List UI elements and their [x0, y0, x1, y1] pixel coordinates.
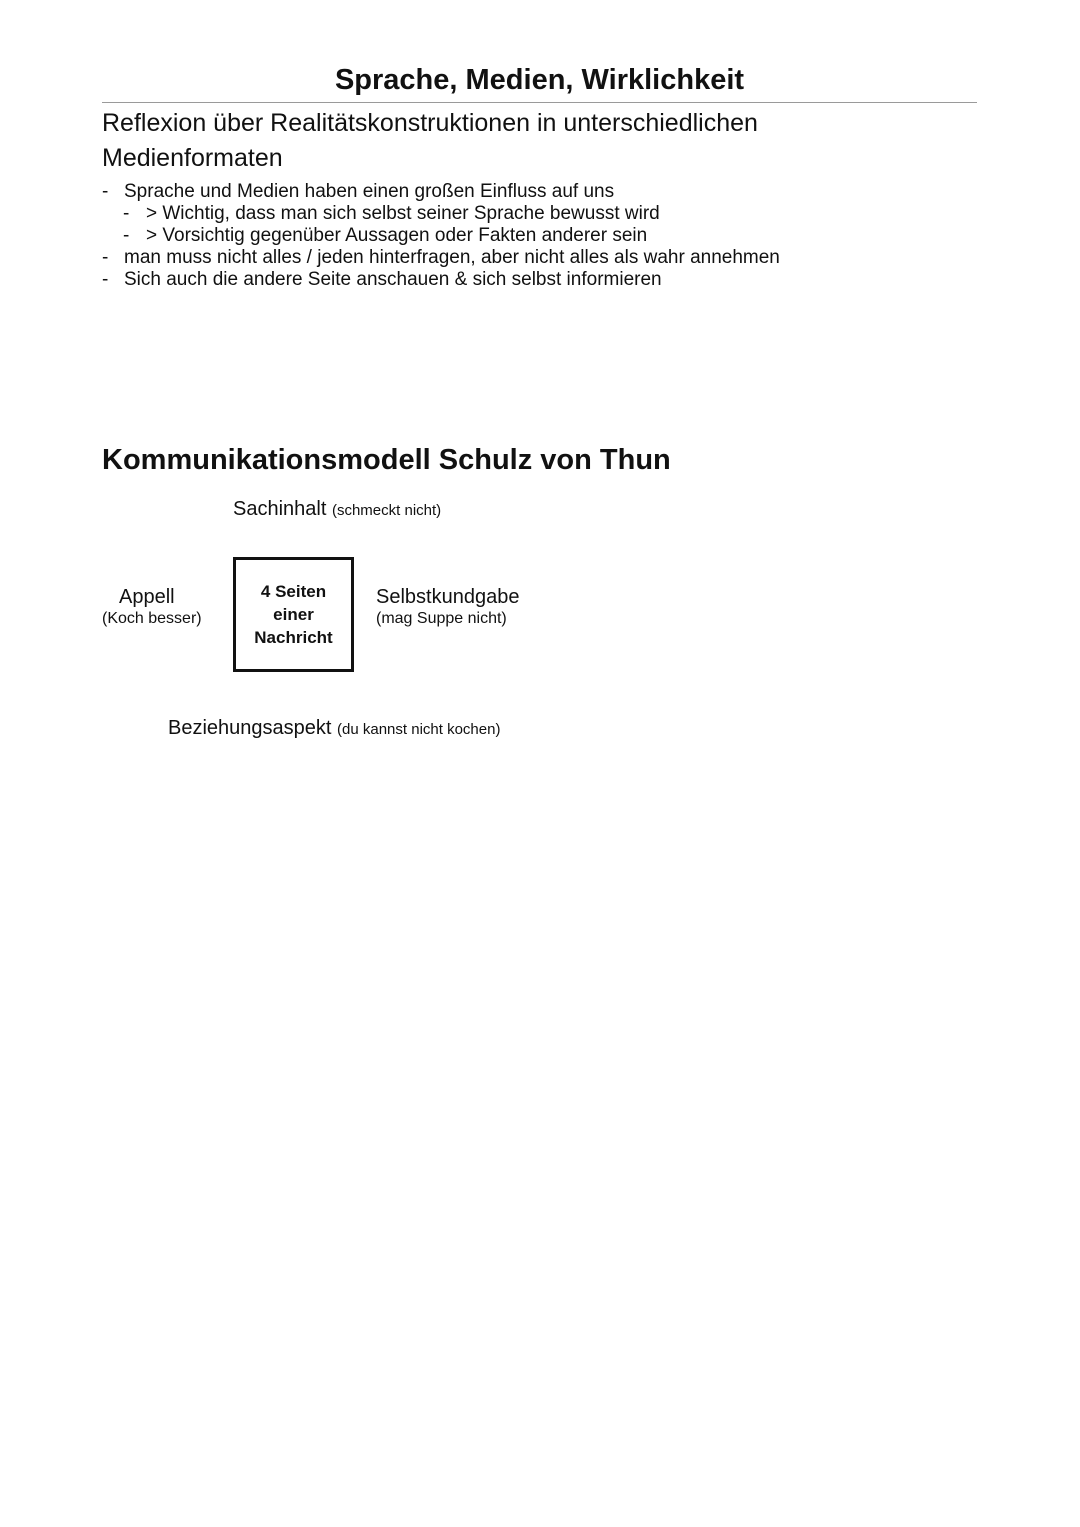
list-item — [102, 203, 982, 225]
list-item — [102, 247, 982, 269]
bullet-dash: - — [102, 269, 109, 290]
sachinhalt-note: (schmeckt nicht) — [331, 502, 442, 519]
page-subtitle: Reflexion über Realitätskonstruktionen in unterschiedlichen Medienformaten — [102, 109, 758, 172]
list-item — [102, 269, 982, 291]
title-divider — [102, 102, 977, 103]
beziehungsaspekt-note: (du kannst nicht kochen) — [337, 721, 501, 738]
selbstkundgabe-note: (mag Suppe nicht) — [376, 610, 507, 627]
selbstkundgabe-label: Selbstkundgabe — [376, 586, 520, 608]
box-line: 4 Seiten — [260, 582, 327, 601]
sachinhalt-label: Sachinhalt — [233, 498, 327, 520]
message-box-text — [254, 580, 332, 649]
diagram-left-label — [102, 585, 202, 629]
section-title: Kommunikationsmodell Schulz von Thun — [102, 444, 671, 476]
box-line: einer — [273, 605, 314, 624]
bullet-dash: - — [123, 203, 130, 224]
diagram-right-label — [376, 585, 519, 629]
bullet-dash: - — [102, 181, 109, 202]
beziehungsaspekt-label: Beziehungsaspekt — [168, 717, 332, 739]
appell-label: Appell — [119, 586, 175, 608]
message-box — [233, 557, 354, 672]
list-item — [102, 181, 982, 203]
bullet-list — [102, 181, 982, 291]
bullet-dash: - — [123, 225, 130, 246]
page-title: Sprache, Medien, Wirklichkeit — [334, 64, 745, 96]
list-item-text: Sich auch die andere Seite anschauen & sich selbst informieren — [124, 269, 662, 290]
list-item-text: Sprache und Medien haben einen großen Einfluss auf uns — [124, 181, 615, 202]
box-line: Nachricht — [254, 628, 333, 647]
list-item-text: man muss nicht alles / jeden hinterfragen, aber nicht alles als wahr annehmen — [124, 247, 780, 268]
list-item-text: > Vorsichtig gegenüber Aussagen oder Fakten anderer sein — [146, 225, 648, 246]
bullet-dash: - — [102, 247, 109, 268]
appell-note: (Koch besser) — [102, 610, 202, 627]
list-item-text: > Wichtig, dass man sich selbst seiner Sprache bewusst wird — [146, 203, 660, 224]
list-item — [102, 225, 982, 247]
diagram-top-label — [233, 497, 441, 523]
diagram-bottom-label — [168, 716, 500, 742]
